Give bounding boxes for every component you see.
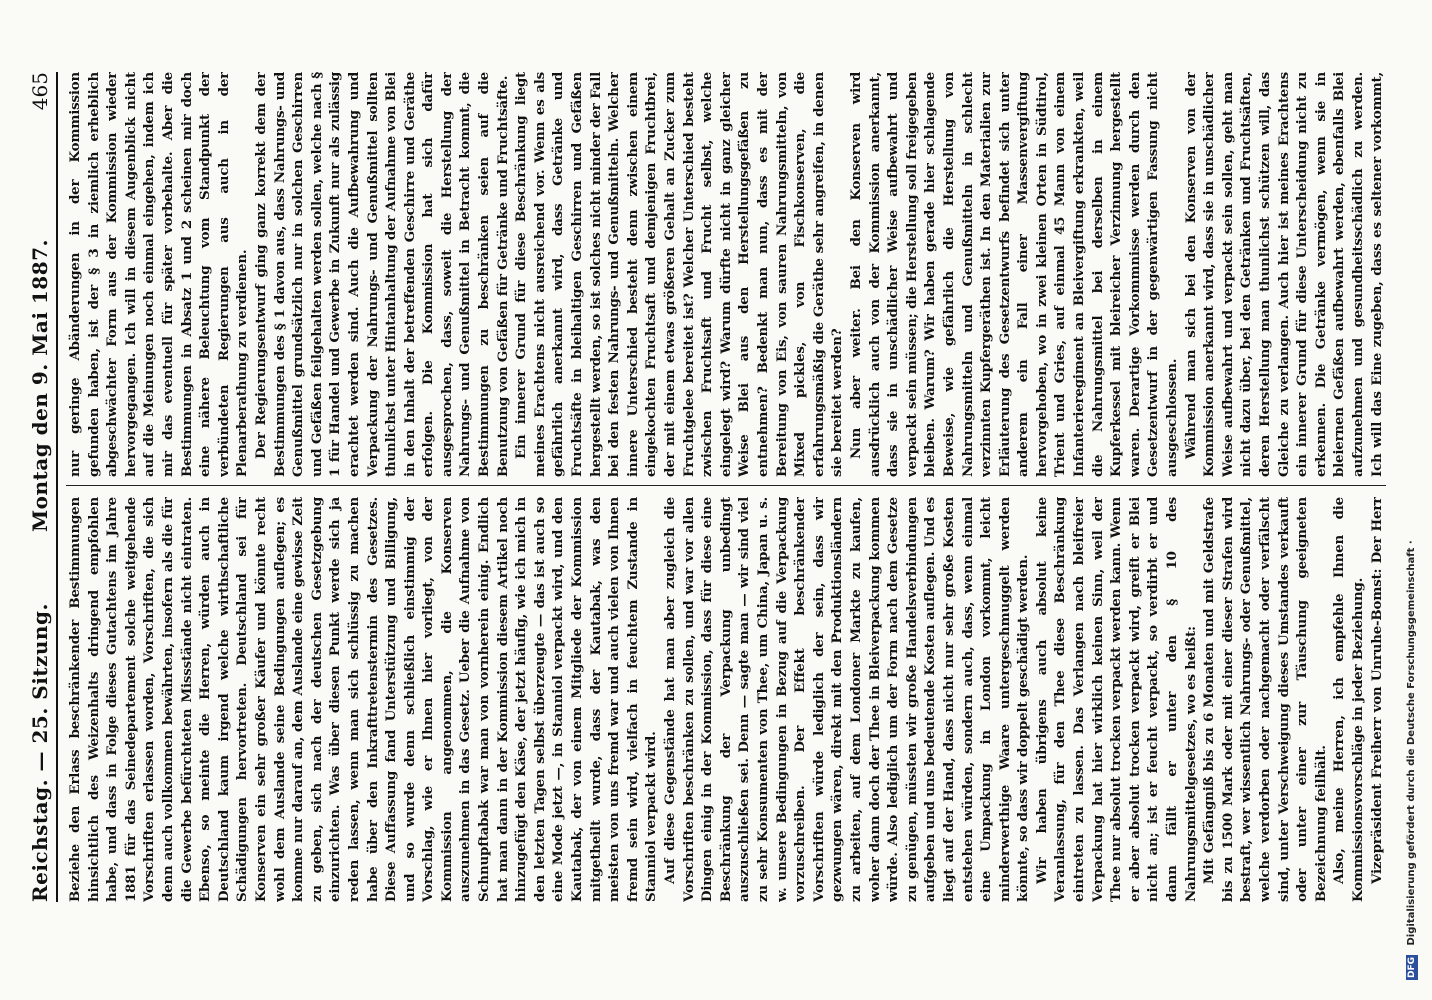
- dfg-logo: DFG: [1407, 956, 1417, 978]
- digitization-footer: [1406, 20, 1424, 980]
- paragraph: Beziehe den Erlass beschränkender Bestimmungen hinsichtlich des Weizenhalts dringend empfohlen habe, und dass in Folge dieses Gutachtens im Jahre 1881 für das Seinedepartement solche weitgehende Vorschriften erlassen worden, Vorschriften, die sich denn auch vollkommen bewährten, insofern als die für die Gewerbe befürchteten Missstände nicht eintraten. Ebenso, so meinte die Herren, würden auch in Deutschland kaum irgend welche wirthschaftliche Schädigungen hervortreten. Deutschland sei für Konserven ein sehr großer Käufer und könnte recht wohl dem Auslande seine Bedingungen auflegen; es komme nur darauf an, dem Auslande eine gewisse Zeit zu geben, sich nach der deutschen Gesetzgebung einzurichten. Was über diesen Punkt werde sich ja reden lassen, wenn man sich schlüssig zu machen habe über den Inkrafttretenstermin des Gesetzes. Diese Auffassung fand Unterstützung und Billigung, und so wurde denn schließlich einstimmig der Vorschlag, wie er Ihnen hier vorliegt, von der Kommission angenommen, die Konserven auszunehmen in das Gesetz. Ueber die Aufnahme von Schnupftabak war man von vornherein einig. Endlich hat man dann in der Kommission diesem Artikel noch hinzugefügt den Käse, der jetzt häufig, wie ich mich in den letzten Tagen selbst überzeugte — das ist auch so eine Mode jetzt —, in Stanniol verpackt wird, und den Kautabak, der von einem Mitgliede der Kommission mitgetheilt wurde, dass der Kautabak, was den meisten von uns fremd war und auch vielen von Ihnen fremd sein wird, vielfach in feuchtem Zustande in Stanniol verpackt wird.: [67, 497, 660, 902]
- header-session: Reichstag. — 25. Sitzung.: [28, 603, 52, 902]
- right-column: [66, 72, 1386, 477]
- paragraph: Während man sich bei den Konserven von der Kommission anerkannt wird, dass sie in unschädlicher Weise aufbewahrt und verpackt sein sollen, geht man nicht dazu über, bei den Getränken und Fruchtsäften, deren Herstellung man thunlichst schützen will, das Gleiche zu verlangen. Auch hier ist meines Erachtens ein innerer Grund für diese Unterscheidung nicht zu erkennen. Die Getränke vermögen, wenn sie in bleiernen Gefäßen aufbewahrt werden, ebenfalls Blei aufzunehmen und gesundheitsschädlich zu werden. Ich will das Eine zugeben, dass es seltener vorkommt,: [1182, 72, 1385, 477]
- left-column: [66, 497, 1386, 902]
- paragraph: Auf diese Gegenstände hat man aber zugleich die Vorschriften beschränken zu sollen, und war vor allen Dingen einig in der Kommission, dass für diese eine Beschränkung der Verpackung unbedingt auszuschließen sei. Denn — sagte man — wir sind viel zu sehr Konsumenten von Thee, um China, Japan u. s. w. unsere Bedingungen in Bezug auf die Verpackung vorzuschreiben. Der Effekt beschränkender Vorschriften würde lediglich der sein, dass wir gezwungen wären, direkt mit den Produktionsländern zu arbeiten, auf dem Londoner Markte zu kaufen, woher dann doch der Thee in Bleiverpackung kommen würde. Also lediglich um der Form nach dem Gesetze zu genügen, müssten wir große Handelsverbindungen aufgeben und uns bedeutende Kosten auflegen. Und es liegt auf der Hand, dass nicht nur sehr große Kosten entstehen würden, sondern auch, dass, wenn einmal eine Umpackung in London vorkommt, leicht minderwerthige Waare untergeschmuggelt werden könnte, so dass wir doppelt geschädigt werden.: [662, 497, 1032, 902]
- paragraph: Ein innerer Grund für diese Beschränkung liegt meines Erachtens nicht ausreichend vor. Wenn es als gefährlich anerkannt wird, dass Getränke und Fruchtsäfte in bleihaltigen Geschirren und Gefäßen hergestellt werden, so ist solches nicht minder der Fall bei den festen Nahrungs- und Genußmitteln. Welcher innere Unterschied besteht denn zwischen einem eingekochten Fruchtsaft und demjenigen Fruchtbrei, der mit einem etwas größeren Gehalt an Zucker zum Fruchtgelee bereitet ist? Welcher Unterschied besteht zwischen Fruchtsaft und Frucht selbst, welche eingelegt wird? Warum dürfte nicht in ganz gleicher Weise Blei aus den Herstellungsgefäßen zu entnehmen? Bedenkt man nun, dass es mit der Bereitung von Eis, von sauren Nahrungsmitteln, von Mixed pickles, von Fischkonserven, die erfahrungsmäßig die Geräthe sehr angreifen, in denen sie bereitet werden?: [513, 72, 846, 477]
- paragraph: Nun aber weiter. Bei den Konserven wird ausdrücklich auch von der Kommission anerkannt, dass sie in unschädlicher Weise aufbewahrt und verpackt sein müssen; die Herstellung soll freigegeben bleiben. Warum? Wir haben gerade hier schlagende Beweise, wie gefährlich die Herstellung von Nahrungsmitteln und Genußmitteln in schlecht verzinnten Kupfergeräthen ist. In den Materialien zur Erläuterung des Gesetzentwurfs befindet sich unter anderem ein Fall einer Massenvergiftung hervorgehoben, wo in zwei kleinen Orten in Südtirol, Trient und Gries, auf einmal 45 Mann von einem Infanterieregiment an Bleivergiftung erkrankten, weil die Nahrungsmittel bei derselben in einem Kupferkessel mit bleireicher Verzinnung hergestellt waren. Derartige Vorkommnisse werden durch den Gesetzentwurf in der gegenwärtigen Fassung nicht ausgeschlossen.: [847, 72, 1181, 477]
- page-header: [22, 72, 58, 902]
- page-number: 465: [28, 72, 52, 111]
- paragraph: nur geringe Abänderungen in der Kommission gefunden haben, ist der § 3 in ziemlich erheblich abgeschwächter Form aus der Kommission wieder hervorgegangen. Ich will in diesem Augenblick nicht auf die Meinungen noch einmal eingehen, indem ich mir das eventuell für später vorbehalte. Aber die Bestimmungen in Absatz 1 und 2 scheinen mir doch eine nähere Beleuchtung vom Standpunkt der verbündeten Regierungen aus auch in der Plenarberathung zu verdienen.: [67, 72, 251, 477]
- paragraph: Vizepräsident Freiherr von Unruhe-Bomst: Der Herr: [1368, 497, 1385, 884]
- paragraph: Also, meine Herren, ich empfehle Ihnen die Kommissionsvorschläge in jeder Beziehung.: [1331, 497, 1366, 902]
- header-date: Montag den 9. Mai 1887.: [28, 238, 52, 532]
- column-divider: [66, 485, 1386, 486]
- digitization-credit: Digitalisierung gefördert durch die Deutsche Forschungsgemeinschaft ·: [1406, 540, 1417, 946]
- paragraph: Mit Gefängniß bis zu 6 Monaten und mit Geldstrafe bis zu 1500 Mark oder mit einer dieser Strafen wird bestraft, wer wissentlich Nahrungs- oder Genußmittel, welche verdorben oder nachgemacht oder verfälscht sind, unter Verschweigung dieses Umstandes verkauft oder unter einer zur Täuschung geeigneten Bezeichnung feilhält.: [1201, 497, 1329, 902]
- paragraph: Der Regierungsentwurf ging ganz korrekt dem der Bestimmungen des § 1 davon aus, dass Nahrungs- und Genußmittel grundsätzlich nur in solchen Geschirren und Gefäßen feilgehalten werden sollen, welche nach § 1 für Handel und Gewerbe in Zukunft nur als zulässig erachtet werden sind. Auch die Aufbewahrung und Verpackung der Nahrungs- und Genußmittel sollten thunlichst unter Hintanhaltung der Aufnahme von Blei in den Inhalt der betreffenden Geschirre und Geräthe erfolgen. Die Kommission hat sich dafür ausgesprochen, dass, soweit die Herstellung der Nahrungs- und Genußmittel in Betracht kommt, die Bestimmungen zu beschränken seien auf die Benutzung von Gefäßen für Getränke und Fruchtsäfte.: [252, 72, 511, 477]
- paragraph: Wir haben übrigens auch absolut keine Veranlassung, für den Thee diese Beschränkung eintreten zu lassen. Das Verlangen nach bleifreier Verpackung hat hier wirklich keinen Sinn, weil der Thee nur absolut trocken verpackt werden kann. Wenn er aber absolut trocken verpackt wird, greift er Blei nicht an; ist er feucht verpackt, so verdirbt er und dann fällt er unter den § 10 des Nahrungsmittelgesetzes, wo es heißt:: [1033, 497, 1199, 902]
